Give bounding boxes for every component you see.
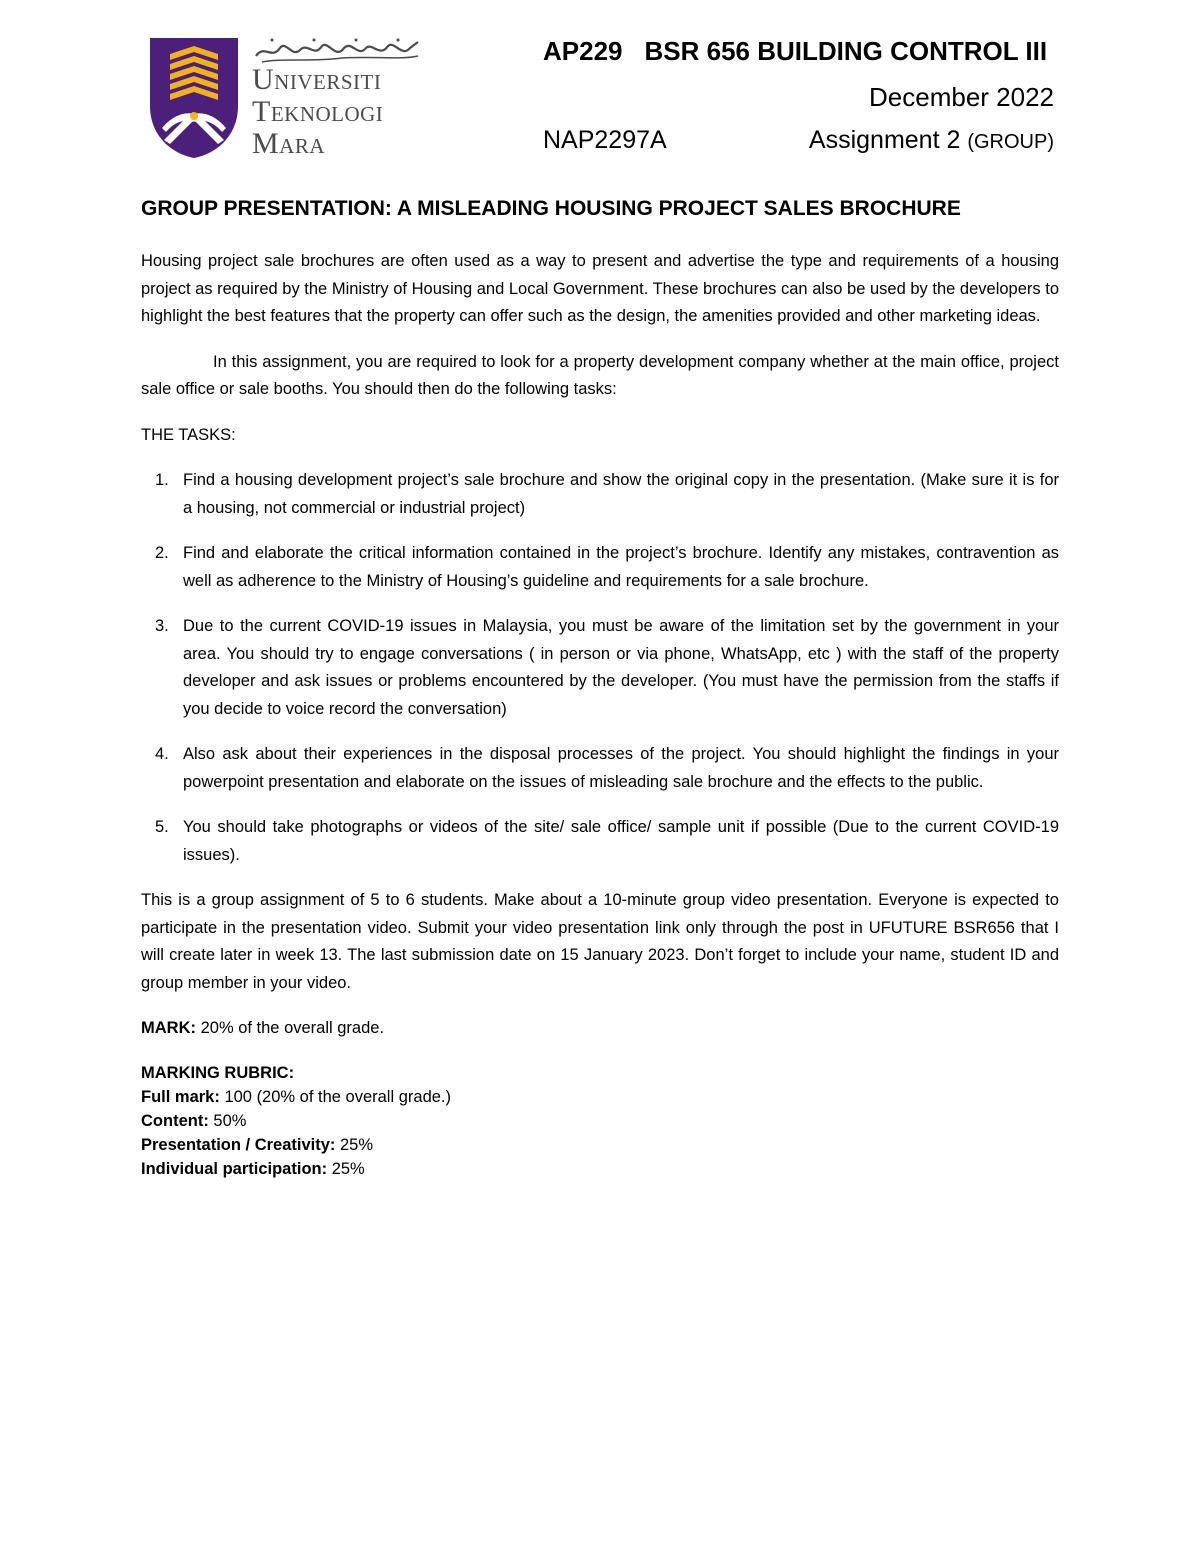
wordmark-line-1: Universiti xyxy=(252,63,382,96)
task-item xyxy=(141,540,1059,595)
wordmark-line-2: Teknologi xyxy=(252,95,384,128)
task-text: Also ask about their experiences in the disposal processes of the project. You should highlight the findings in your powerpoint presentation and elaborate on the issues of misleading sale brochure and the effects to the public. xyxy=(183,745,1059,791)
submission-paragraph: This is a group assignment of 5 to 6 students. Make about a 10-minute group video presentation. Everyone is expected to participate in the presentation video. Submit your video presentation link only through the post in UFUTURE BSR656 that I will create later in week 13. The last submission date on 15 January 2023. Don’t forget to include your name, student ID and group member in your video. xyxy=(141,891,1059,992)
assignment-type: (GROUP) xyxy=(967,131,1054,153)
rubric-full-mark-value: 100 (20% of the overall grade.) xyxy=(224,1087,452,1106)
intro-paragraph: Housing project sale brochures are often used as a way to present and advertise the type and requirements of a housing project as required by the Ministry of Housing and Local Government. These brochures can also be used by the developers to highlight the best features that the property can offer such as the design, the amenities provided and other marketing ideas. xyxy=(141,252,1059,325)
rubric-participation xyxy=(141,1157,1059,1181)
uitm-wordmark xyxy=(252,64,383,160)
rubric-heading: MARKING RUBRIC: xyxy=(141,1063,295,1082)
rubric-full-mark-label: Full mark: xyxy=(141,1087,220,1106)
uitm-jawi-script-logo xyxy=(252,36,422,64)
instruction-paragraph: In this assignment, you are required to look for a property development company whether at the main office, project sale office or sale booths. You should then do the following tasks: xyxy=(141,352,1059,398)
assignment-label xyxy=(809,126,1054,155)
uitm-shield-icon xyxy=(148,36,240,160)
mark-value: 20% of the overall grade. xyxy=(200,1019,385,1037)
course-heading xyxy=(543,36,1047,67)
task-text: Find a housing development project’s sale brochure and show the original copy in the presentation. (Make sure it is for a housing, not commercial or industrial project) xyxy=(183,471,1059,517)
course-title: BSR 656 BUILDING CONTROL III xyxy=(644,36,1048,66)
task-number: 5. xyxy=(155,818,169,836)
task-list xyxy=(141,467,1059,869)
course-code: AP229 xyxy=(543,36,623,66)
group-code: NAP2297A xyxy=(543,126,667,154)
task-item xyxy=(141,814,1059,869)
rubric-full-mark xyxy=(141,1085,1059,1109)
semester-date: December 2022 xyxy=(869,82,1054,112)
document-body xyxy=(141,196,1059,1181)
task-item xyxy=(141,467,1059,522)
task-number: 2. xyxy=(155,544,169,562)
tasks-heading: THE TASKS: xyxy=(141,425,236,444)
task-text: Find and elaborate the critical information contained in the project’s brochure. Identify any mistakes, contravention as well as adherence to the Ministry of Housing’s guideline and requirements for a sale brochure. xyxy=(183,544,1059,590)
rubric-participation-label: Individual participation: xyxy=(141,1159,328,1178)
rubric-presentation-label: Presentation / Creativity: xyxy=(141,1135,336,1154)
task-number: 4. xyxy=(155,745,169,763)
task-item xyxy=(141,741,1059,796)
task-text: Due to the current COVID-19 issues in Malaysia, you must be aware of the limitation set by the government in your area. You should try to engage conversations ( in person or via phone, WhatsApp, etc ) with the staff of the property developer and ask issues or problems encountered by the developer. (You must have the permission from the staffs if you decide to voice record the conversation) xyxy=(183,617,1059,718)
assignment-name: Assignment 2 xyxy=(808,126,961,154)
mark-line xyxy=(141,1015,1059,1043)
rubric-content-value: 50% xyxy=(213,1111,247,1130)
rubric-content-label: Content: xyxy=(141,1111,209,1130)
rubric-participation-value: 25% xyxy=(331,1159,365,1178)
document-title: GROUP PRESENTATION: A MISLEADING HOUSING PROJECT SALES BROCHURE xyxy=(141,197,961,220)
task-text: You should take photographs or videos of the site/ sale office/ sample unit if possible (Due to the current COVID-19 issues). xyxy=(183,818,1059,864)
uitm-logo xyxy=(148,36,428,160)
marking-rubric xyxy=(141,1061,1059,1181)
rubric-presentation xyxy=(141,1133,1059,1157)
rubric-content xyxy=(141,1109,1059,1133)
rubric-presentation-value: 25% xyxy=(339,1135,374,1154)
task-number: 1. xyxy=(155,471,169,489)
task-item xyxy=(141,613,1059,723)
task-number: 3. xyxy=(155,617,169,635)
mark-label: MARK: xyxy=(141,1019,196,1037)
wordmark-line-3: Mara xyxy=(252,127,326,160)
